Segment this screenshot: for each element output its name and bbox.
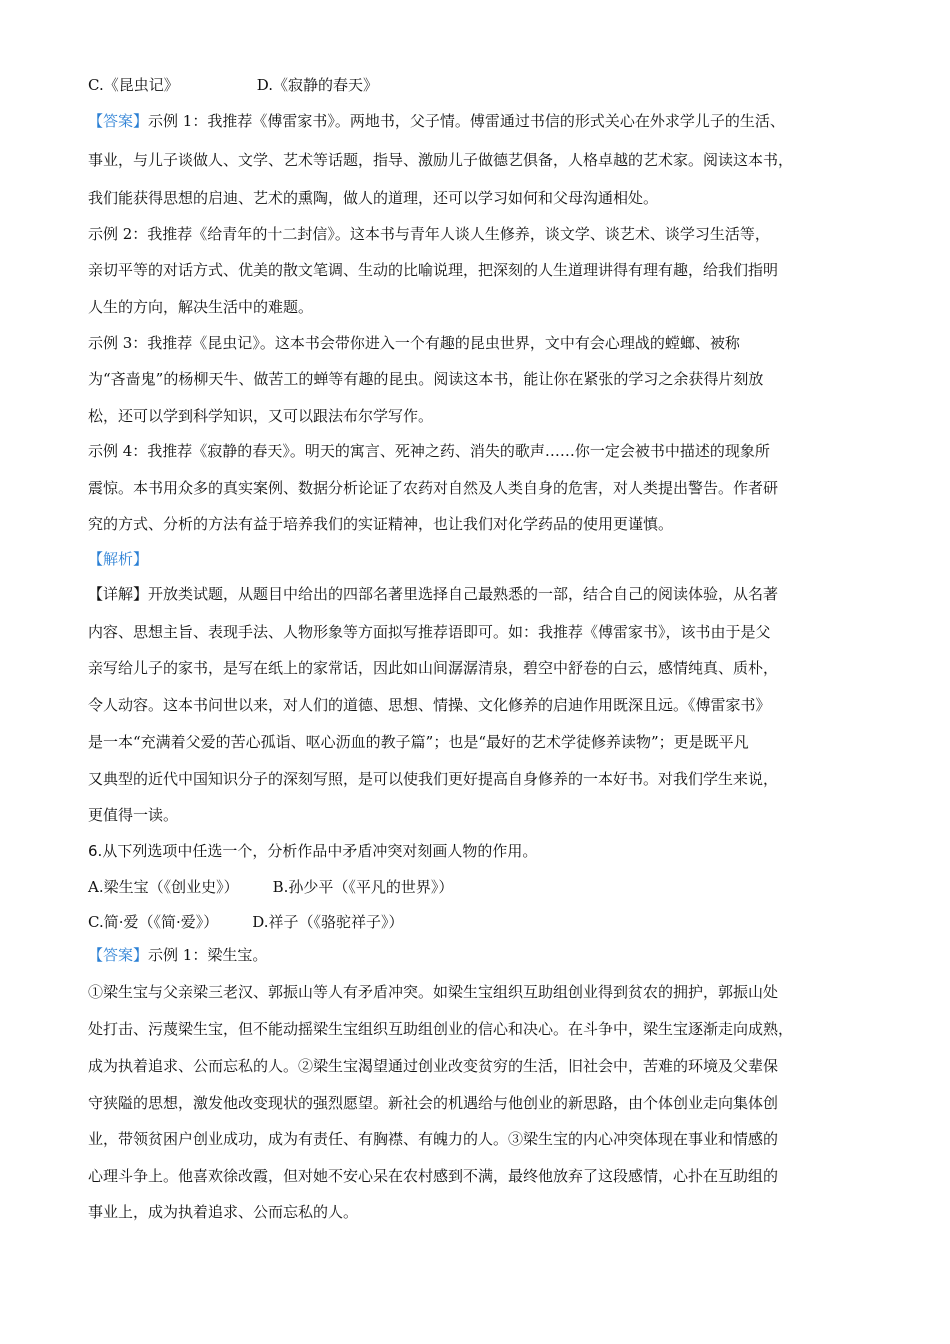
answer2-line-5: 心理斗争上。他喜欢徐改霞，但对她不安心呆在农村感到不满，最终他放弃了这段感情，心扑在互助组的 [88, 1167, 779, 1185]
answer1-line-0: 【答案】示例 1：我推荐《傅雷家书》。两地书，父子情。傅雷通过书信的形式关心在外求学儿子的生活、 [88, 112, 785, 130]
answer1-line-1: 事业，与儿子谈做人、文学、艺术等话题，指导、激励儿子做德艺俱备，人格卓越的艺术家。阅读这本书， [88, 151, 794, 169]
answer1-line-6: 示例 3：我推荐《昆虫记》。这本书会带你进入一个有趣的昆虫世界，文中有会心理战的螳螂、被称 [88, 334, 740, 352]
answer2-line-4: 业，带领贫困户创业成功，成为有责任、有胸襟、有魄力的人。③梁生宝的内心冲突体现在事业和情感的 [88, 1130, 779, 1148]
answer1-line-2: 我们能获得思想的启迪、艺术的熏陶，做人的道理，还可以学习如何和父母沟通相处。 [88, 189, 659, 207]
answer1-line-7: 为“吝啬鬼”的杨柳天牛、做苦工的蝉等有趣的昆虫。阅读这本书，能让你在紧张的学习之余获得片刻放 [88, 370, 764, 388]
question-6 [88, 840, 888, 862]
detail-line-4: 是一本“充满着父爱的苦心孤诣、呕心沥血的教子篇”；也是“最好的艺术学徒修养读物”；更是既平凡 [88, 733, 749, 751]
detail-line-5: 又典型的近代中国知识分子的深刻写照，是可以使我们更好提高自身修养的一本好书。对我们学生来说， [88, 770, 779, 788]
question-6-options-ab [88, 876, 888, 898]
analysis-heading [88, 548, 888, 570]
detail-line-1: 内容、思想主旨、表现手法、人物形象等方面拟写推荐语即可。如：我推荐《傅雷家书》，该书由于是父 [88, 623, 771, 641]
question-number: 6. [88, 842, 103, 860]
answer1-line-3: 示例 2：我推荐《给青年的十二封信》。这本书与青年人谈人生修养，谈文学、谈艺术、谈学习生活等， [88, 225, 770, 243]
answer1-line-4: 亲切平等的对话方式、优美的散文笔调、生动的比喻说理，把深刻的人生道理讲得有理有趣，给我们指明 [88, 261, 779, 279]
answer1-line-11: 究的方式、分析的方法有益于培养我们的实证精神，也让我们对化学药品的使用更谨慎。 [88, 515, 674, 533]
answer1-line-8: 松，还可以学到科学知识，又可以跟法布尔学写作。 [88, 407, 434, 425]
answer1-line-9: 示例 4：我推荐《寂静的春天》。明天的寓言、死神之药、消失的歌声……你一定会被书中描述的现象所 [88, 442, 770, 460]
detail-line-6: 更值得一读。 [88, 806, 179, 824]
answer2-line-1: 处打击、污蔑梁生宝，但不能动摇梁生宝组织互助组创业的信心和决心。在斗争中，梁生宝逐渐走向成熟， [88, 1020, 794, 1038]
detail-line-0: 【详解】开放类试题，从题目中给出的四部名著里选择自己最熟悉的一部，结合自己的阅读体验，从名著 [88, 585, 779, 603]
detail-line-2: 亲写给儿子的家书，是写在纸上的家常话，因此如山间潺潺清泉，碧空中舒卷的白云，感情纯真、质朴， [88, 659, 779, 677]
answer-tag: 【答案】 [88, 112, 149, 130]
option-a: A.梁生宝（《创业史》） [88, 878, 239, 896]
answer2-line-6: 事业上，成为执着追求、公而忘私的人。 [88, 1203, 359, 1221]
answer1-line-5: 人生的方向，解决生活中的难题。 [88, 298, 314, 316]
option-b: B.孙少平（《平凡的世界》） [272, 878, 454, 896]
detail-tag: 【详解】 [88, 585, 149, 603]
detail-line-3: 令人动容。这本书问世以来，对人们的道德、思想、情操、文化修养的启迪作用既深且远。《傅雷家书》 [88, 696, 771, 714]
analysis-tag: 【解析】 [88, 550, 149, 568]
question-text: 从下列选项中任选一个，分析作品中矛盾冲突对刻画人物的作用。 [102, 842, 538, 860]
option-line-cd [88, 74, 888, 96]
option-c-q6: C.简·爱（《简·爱》） [88, 913, 219, 931]
option-d: D.《寂静的春天》 [256, 76, 378, 94]
question-6-options-cd [88, 911, 888, 933]
answer2-line-first: 【答案】示例 1：梁生宝。 [88, 946, 268, 964]
answer2-line-0: ①梁生宝与父亲梁三老汉、郭振山等人有矛盾冲突。如梁生宝组织互助组创业得到贫农的拥护，郭振山处 [88, 983, 779, 1001]
answer2-line-3: 守狭隘的思想，激发他改变现状的强烈愿望。新社会的机遇给与他创业的新思路，由个体创业走向集体创 [88, 1094, 779, 1112]
answer2-tag: 【答案】 [88, 946, 149, 964]
answer2-line-2: 成为执着追求、公而忘私的人。②梁生宝渴望通过创业改变贫穷的生活，旧社会中，苦难的环境及父辈保 [88, 1057, 779, 1075]
answer1-line-10: 震惊。本书用众多的真实案例、数据分析论证了农药对自然及人类自身的危害，对人类提出警告。作者研 [88, 479, 779, 497]
option-c: C.《昆虫记》 [88, 76, 179, 94]
option-d-q6: D.祥子（《骆驼祥子》） [252, 913, 404, 931]
